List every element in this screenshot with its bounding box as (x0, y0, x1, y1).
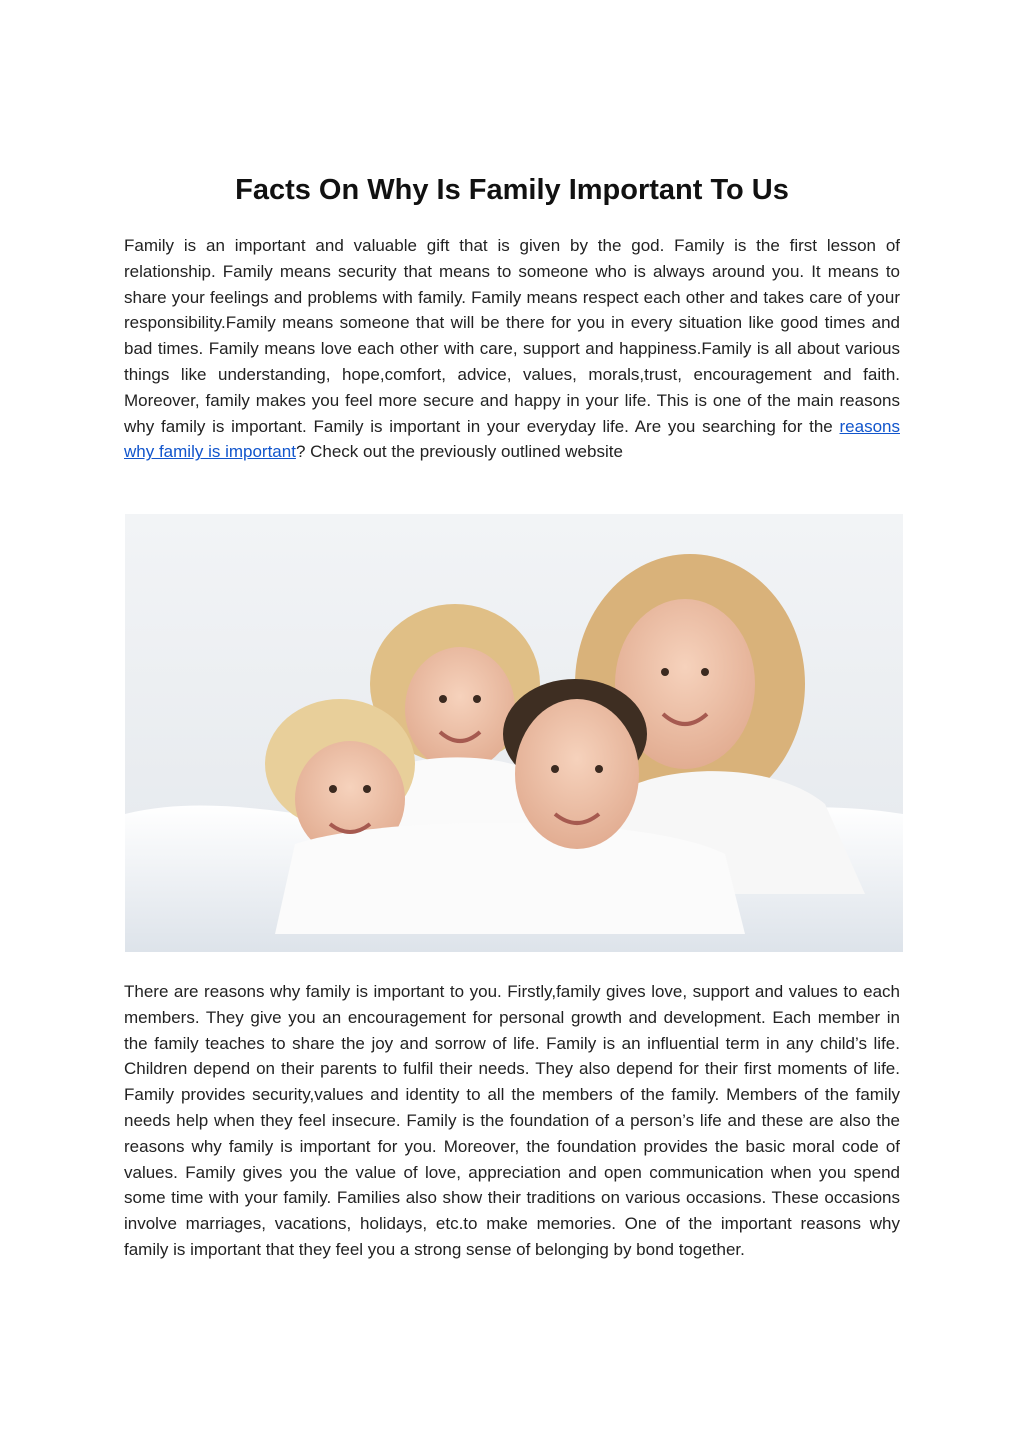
intro-text: Family is an important and valuable gift that is given by the god. Family is the first lesson of relationship. Family means security that means to someone who is always around you. It means to share your feelings and problems with family. Family means respect each other and takes care of your responsibility.Family means someone that will be there for you in every situation like good times and bad times. Family means love each other with care, support and happiness.Family is all about various things like understanding, hope,comfort, advice, values, morals,trust, encouragement and faith. Moreover, family makes you feel more secure and happy in your life. This is one of the main reasons why family is important. Family is important in your everyday life. Are you searching for the (124, 236, 900, 436)
body-paragraph: There are reasons why family is important to you. Firstly,family gives love, support and values to each members. They give you an encouragement for personal growth and development. Each member in the family teaches to share the joy and sorrow of life. Family is an influential term in any child’s life. Children depend on their parents to fulfil their needs. They also depend for their first moments of life. Family provides security,values and identity to all the members of the family. Members of the family needs help when they feel insecure. Family is the foundation of a person’s life and these are also the reasons why family is important for you. Moreover, the foundation provides the basic moral code of values. Family gives you the value of love, appreciation and open communication when you spend some time with your family. Families also show their traditions on various occasions. These occasions involve marriages, vacations, holidays, etc.to make memories. One of the important reasons why family is important that they feel you a strong sense of belonging by bond together. (124, 982, 900, 1259)
intro-paragraph (124, 233, 900, 465)
family-photo (125, 514, 903, 952)
family-photo-illustration (125, 514, 903, 952)
intro-text-end: ? Check out the previously outlined website (295, 442, 623, 462)
page-title: Facts On Why Is Family Important To Us (235, 174, 789, 206)
reasons-link[interactable]: reasons why family is important (124, 416, 900, 462)
